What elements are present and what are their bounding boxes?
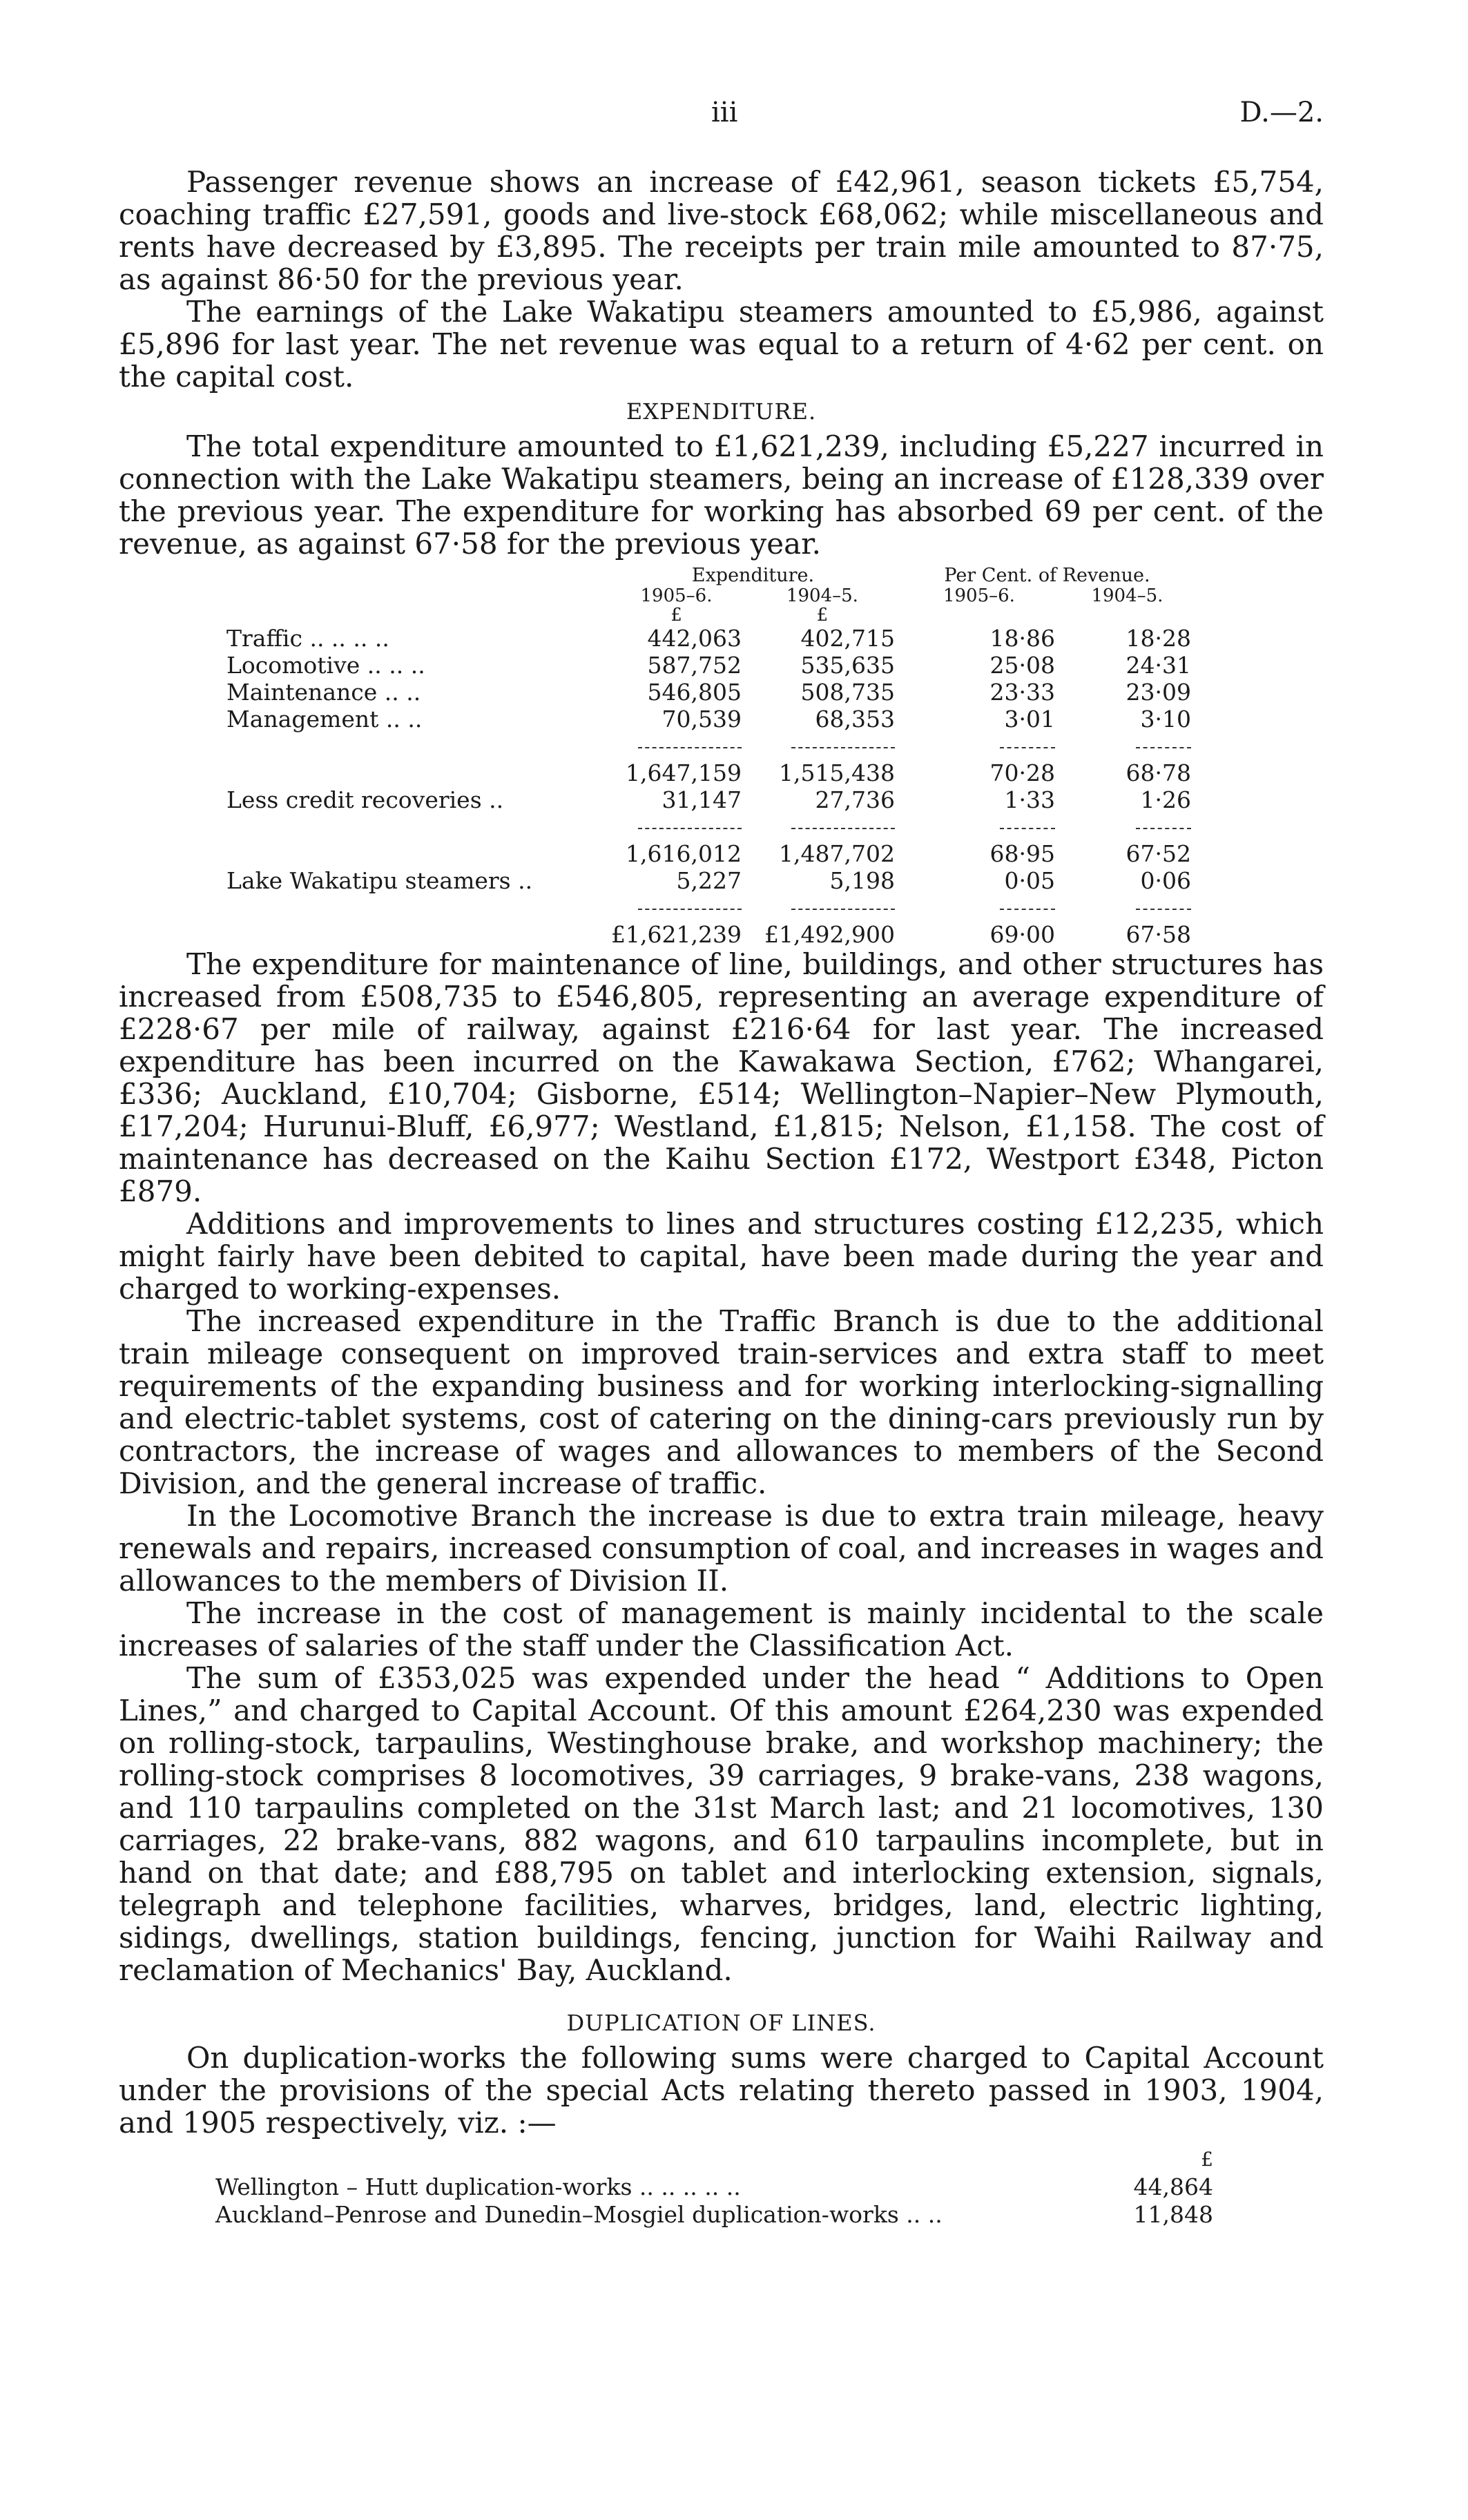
cell-exp-1905: 31,147 bbox=[661, 786, 742, 813]
section-heading-expenditure: EXPENDITURE. bbox=[626, 398, 817, 425]
cell-pct-1905: 25·08 bbox=[989, 652, 1055, 679]
cell-exp-1904: 508,735 bbox=[800, 679, 895, 706]
dash-rule bbox=[1136, 747, 1191, 748]
table-row-subtotal bbox=[222, 759, 1195, 786]
dash-rule bbox=[1136, 828, 1191, 829]
cell-exp-1905: 5,227 bbox=[676, 867, 742, 894]
list-item-value: 44,864 bbox=[1133, 2173, 1213, 2200]
row-label: Less credit recoveries bbox=[226, 786, 482, 813]
cell-exp-1905: 70,539 bbox=[661, 706, 742, 733]
table-unit-header bbox=[222, 605, 1195, 625]
row-leader: .. .. bbox=[384, 679, 421, 706]
paragraph-additions-open-lines: The sum of £353,025 was expended under the head “ Additions to Open Lines,” and charged to Capital Account. Of this amount £264,230 was expended on rolling-stock, tarpaulins, Westinghouse brake, and workshop machinery; the rolling-stock comprises 8 locomotives, 39 carriages, 9 brake-vans, 238 wagons, and 110 tarpaulins completed on the 31st March last; and 21 locomotives, 130 carriages, 22 brake-vans, 882 wagons, and 610 tarpaulins incomplete, but in hand on that date; and £88,795 on tablet and interlocking extension, signals, telegraph and telephone facilities, wharves, bridges, land, electric lighting, sidings, dwellings, station buildings, fencing, junction for Waihi Railway and reclamation of Mechanics' Bay, Auckland. bbox=[119, 1661, 1324, 1987]
cell-pct-1905: 3·01 bbox=[1004, 706, 1055, 733]
list-item bbox=[119, 2173, 1324, 2201]
list-item bbox=[119, 2201, 1324, 2229]
cell-pct-1904: 24·31 bbox=[1126, 652, 1191, 679]
row-label: Lake Wakatipu steamers bbox=[226, 867, 511, 894]
paragraph-additions-improvements: Additions and improvements to lines and structures costing £12,235, which might fairly have been debited to capital, have been made during the year and charged to working-expenses. bbox=[119, 1207, 1324, 1306]
table-row-traffic bbox=[222, 625, 1195, 652]
unit-header: £ bbox=[670, 605, 682, 626]
row-leader: .. bbox=[489, 786, 504, 813]
cell-exp-1904: 535,635 bbox=[800, 652, 895, 679]
cell-pct-1904: 67·58 bbox=[1126, 921, 1191, 948]
list-item-label: Auckland–Penrose and Dunedin–Mosgiel duplication-works .. .. bbox=[215, 2201, 943, 2228]
cell-pct-1905: 1·33 bbox=[1004, 786, 1055, 813]
paragraph-management-cost: The increase in the cost of management is mainly incidental to the scale increases of salaries of the staff under the Classification Act. bbox=[119, 1596, 1324, 1663]
row-leader: .. .. .. bbox=[367, 652, 425, 679]
cell-pct-1904: 67·52 bbox=[1126, 840, 1191, 867]
group-header-percent: Per Cent. of Revenue. bbox=[944, 565, 1150, 586]
paragraph-passenger-revenue: Passenger revenue shows an increase of £42,961, season tickets £5,754, coaching traffic £27,591, goods and live-stock £68,062; while miscellaneous and rents have decreased by £3,895. The receipts per train mile amounted to 87·75, as against 86·50 for the previous year. bbox=[119, 165, 1324, 296]
cell-pct-1904: 0·06 bbox=[1140, 867, 1191, 894]
list-item-label: Wellington – Hutt duplication-works .. .. .. .. .. bbox=[215, 2173, 741, 2200]
cell-pct-1905: 68·95 bbox=[989, 840, 1055, 867]
cell-pct-1905: 18·86 bbox=[989, 625, 1055, 652]
cell-pct-1905: 0·05 bbox=[1004, 867, 1055, 894]
dash-rule bbox=[1000, 828, 1055, 829]
year-header: 1904–5. bbox=[1091, 585, 1163, 606]
paragraph-maintenance-expenditure: The expenditure for maintenance of line, buildings, and other structures has increased from £508,735 to £546,805, representing an average expenditure of £228·67 per mile of railway, against £216·64 for last year. The increased expenditure has been incurred on the Kawakawa Section, £762; Whangarei, £336; Auckland, £10,704; Gisborne, £514; Wellington–Napier–New Plymouth, £17,204; Hurunui-Bluff, £6,977; Westland, £1,815; Nelson, £1,158. The cost of maintenance has decreased on the Kaihu Section £172, Westport £348, Picton £879. bbox=[119, 947, 1324, 1208]
cell-exp-1905: 587,752 bbox=[647, 652, 742, 679]
cell-pct-1904: 18·28 bbox=[1126, 625, 1191, 652]
cell-pct-1904: 23·09 bbox=[1126, 679, 1191, 706]
table-row-credit-recoveries bbox=[222, 786, 1195, 813]
dash-rule bbox=[1136, 909, 1191, 910]
cell-exp-1905: 1,647,159 bbox=[626, 759, 742, 786]
duplication-list bbox=[119, 2146, 1324, 2229]
cell-exp-1905: 546,805 bbox=[647, 679, 742, 706]
page-header bbox=[119, 97, 1324, 138]
dash-rule bbox=[638, 828, 742, 829]
cell-exp-1904: 27,736 bbox=[815, 786, 895, 813]
table-row-total bbox=[222, 921, 1195, 948]
list-item-value: 11,848 bbox=[1133, 2201, 1213, 2228]
cell-pct-1905: 69·00 bbox=[989, 921, 1055, 948]
unit-header: £ bbox=[816, 605, 829, 626]
section-heading-duplication: DUPLICATION OF LINES. bbox=[566, 2010, 876, 2036]
cell-exp-1904: 68,353 bbox=[815, 706, 895, 733]
cell-pct-1904: 68·78 bbox=[1126, 759, 1191, 786]
cell-exp-1905: 1,616,012 bbox=[626, 840, 742, 867]
row-label: Maintenance bbox=[226, 679, 378, 706]
row-leader: .. .. bbox=[385, 706, 423, 733]
paragraph-wakatipu-earnings: The earnings of the Lake Wakatipu steamers amounted to £5,986, against £5,896 for last year. The net revenue was equal to a return of 4·62 per cent. on the capital cost. bbox=[119, 295, 1324, 394]
paragraph-traffic-branch: The increased expenditure in the Traffic Branch is due to the additional train mileage consequent on improved train-services and extra staff to meet requirements of the expanding business and for working interlocking-signalling and electric-tablet systems, cost of catering on the dining-cars previously run by contractors, the increase of wages and allowances to members of the Second Division, and the general increase of traffic. bbox=[119, 1304, 1324, 1500]
row-leader: .. bbox=[518, 867, 533, 894]
dash-rule bbox=[791, 747, 895, 748]
cell-exp-1904: £1,492,900 bbox=[764, 921, 895, 948]
cell-pct-1904: 1·26 bbox=[1140, 786, 1191, 813]
table-year-header bbox=[222, 586, 1195, 605]
table-row-maintenance bbox=[222, 679, 1195, 706]
table-row-locomotive bbox=[222, 652, 1195, 679]
cell-exp-1904: 5,198 bbox=[829, 867, 895, 894]
table-row-subtotal bbox=[222, 840, 1195, 867]
cell-exp-1905: £1,621,239 bbox=[611, 921, 742, 948]
paragraph-expenditure-intro: The total expenditure amounted to £1,621,239, including £5,227 incurred in connection with the Lake Wakatipu steamers, being an increase of £128,339 over the previous year. The expenditure for working has absorbed 69 per cent. of the revenue, as against 67·58 for the previous year. bbox=[119, 429, 1324, 561]
cell-exp-1905: 442,063 bbox=[647, 625, 742, 652]
cell-pct-1905: 23·33 bbox=[989, 679, 1055, 706]
document-body bbox=[119, 166, 1324, 2229]
row-leader: .. .. .. .. bbox=[309, 625, 389, 652]
cell-pct-1905: 70·28 bbox=[989, 759, 1055, 786]
dash-rule bbox=[1000, 747, 1055, 748]
table-row-wakatipu-steamers bbox=[222, 867, 1195, 894]
table-rule bbox=[222, 813, 1195, 840]
group-header-expenditure: Expenditure. bbox=[691, 565, 815, 586]
row-label: Management bbox=[226, 706, 379, 733]
dash-rule bbox=[1000, 909, 1055, 910]
cell-exp-1904: 1,487,702 bbox=[779, 840, 895, 867]
dash-rule bbox=[791, 909, 895, 910]
dash-rule bbox=[638, 909, 742, 910]
dash-rule bbox=[638, 747, 742, 748]
expenditure-table bbox=[222, 565, 1195, 948]
year-header: 1905–6. bbox=[943, 585, 1015, 606]
cell-exp-1904: 402,715 bbox=[800, 625, 895, 652]
dash-rule bbox=[791, 828, 895, 829]
year-header: 1904–5. bbox=[786, 585, 858, 606]
row-label: Locomotive bbox=[226, 652, 360, 679]
cell-exp-1904: 1,515,438 bbox=[779, 759, 895, 786]
table-group-header bbox=[222, 565, 1195, 586]
duplication-unit: £ bbox=[1201, 2148, 1213, 2171]
table-row-management bbox=[222, 706, 1195, 733]
cell-pct-1904: 3·10 bbox=[1140, 706, 1191, 733]
document-reference: D.—2. bbox=[1239, 97, 1324, 128]
table-rule bbox=[222, 733, 1195, 759]
year-header: 1905–6. bbox=[640, 585, 713, 606]
paragraph-locomotive-branch: In the Locomotive Branch the increase is due to extra train mileage, heavy renewals and repairs, increased consumption of coal, and increases in wages and allowances to the members of Division II. bbox=[119, 1499, 1324, 1598]
table-rule bbox=[222, 894, 1195, 921]
page-number: iii bbox=[711, 97, 738, 128]
paragraph-duplication-intro: On duplication-works the following sums were charged to Capital Account under the provisions of the special Acts relating thereto passed in 1903, 1904, and 1905 respectively, viz. :— bbox=[119, 2041, 1324, 2140]
row-label: Traffic bbox=[226, 625, 302, 652]
